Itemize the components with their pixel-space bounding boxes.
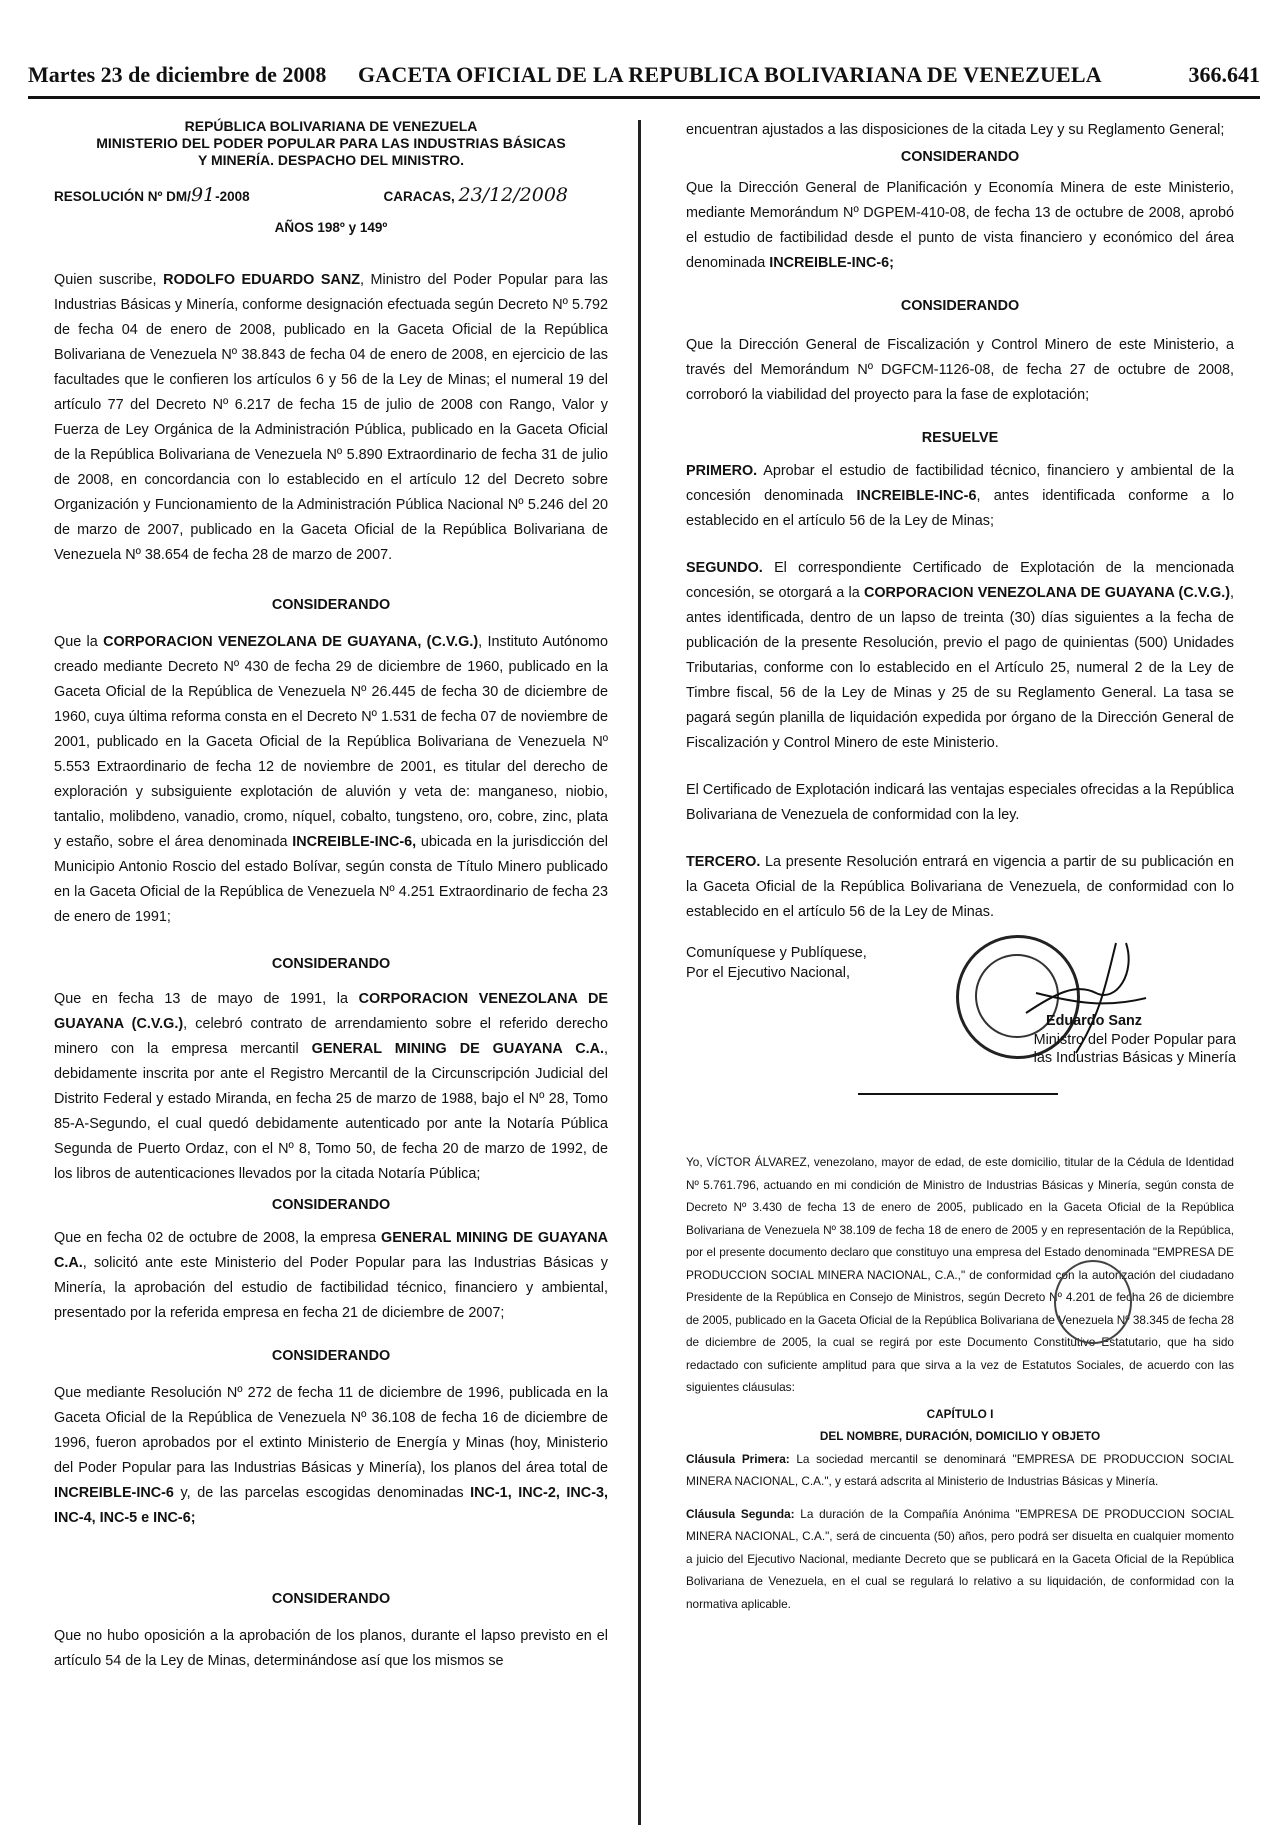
paragraph-declaration: Yo, VÍCTOR ÁLVAREZ, venezolano, mayor de edad, de este domicilio, titular de la Cédula de Identidad Nº 5.761.796, actuando en mi condición de Ministro de Industrias Básicas y Minería, según consta de Decreto Nº 3.430 de fecha 13 de enero de 2005, publicado en la Gaceta Oficial de la República Bolivariana de Venezuela Nº 38.109 de fecha 18 de enero de 2005 y en representación de la República, por el presente documento declaro que constituyo una empresa del Estado denominada "EMPRESA DE PRODUCCION SOCIAL MINERA NACIONAL, C.A.," de conformidad con la autorización del ciudadano Presidente de la República en Consejo de Ministros, según Decreto Nº 4.201 de fecha 26 de diciembre de 2005, publicado en la Gaceta Oficial de la República Bolivariana de Venezuela Nº 38.345 de fecha 28 de diciembre de 2005, la cual se regirá por este Documento Constitutivo Estatutario, que ha sido redactado con suficiente amplitud para que sirva a la vez de Estatutos Sociales, de acuerdo con las siguientes cláusulas: xyxy=(686,1155,1234,1394)
ministry-heading xyxy=(54,118,608,169)
heading-line-1: REPÚBLICA BOLIVARIANA DE VENEZUELA xyxy=(184,118,478,134)
paragraph-intro: Quien suscribe, RODOLFO EDUARDO SANZ, Ministro del Poder Popular para las Industrias Básicas y Minería, conforme designación efectuada según Decreto Nº 5.792 de fecha 04 de enero de 2008, publicado en la Gaceta Oficial de la República Bolivariana de Venezuela Nº 38.843 de fecha 04 de enero de 2008, en ejercicio de las facultades que le confieren los artículos 6 y 56 de la Ley de Minas; el numeral 19 del artículo 77 del Decreto Nº 6.217 de fecha 15 de julio de 2008 con Rango, Valor y Fuerza de Ley Orgánica de la Administración Pública, publicado en la Gaceta Oficial de la República Bolivariana de Venezuela Nº 5.890 Extraordinario de fecha 31 de julio de 2008, en concordancia con lo establecido en el artículo 12 del Decreto sobre Organización y Funcionamiento de la Administración Pública Nacional Nº 5.246 del 20 de marzo de 2007, publicado en la Gaceta Oficial de la República Bolivariana de Venezuela Nº 38.654 de fecha 28 de marzo de 2007. xyxy=(54,272,608,563)
paragraph-considerando-2: Que en fecha 13 de mayo de 1991, la CORPORACION VENEZOLANA DE GUAYANA (C.V.G.), celebró contrato de arrendamiento sobre el referido derecho minero con la empresa mercantil GENERAL MINING DE GUAYANA C.A., debidamente inscrita por ante el Registro Mercantil de la Circunscripción Judicial del Distrito Federal y estado Miranda, en fecha 25 de marzo de 1988, bajo el Nº 28, Tomo 85-A-Segundo, el cual quedó debidamente autenticado por ante la Notaría Pública Segunda de Puerto Ordaz, con el Nº 8, Tomo 50, de fecha 20 de marzo de 1992, de los libros de autenticaciones llevados por la citada Notaría Pública; xyxy=(54,991,609,1182)
considerando-heading: CONSIDERANDO xyxy=(271,1348,391,1364)
paragraph-considerando-3: Que en fecha 02 de octubre de 2008, la empresa GENERAL MINING DE GUAYANA C.A., solicitó ante este Ministerio del Poder Popular para las Industrias Básicas y Minería, la aprobación del estudio de factibilidad técnico, financiero y ambiental, presentado por la referida empresa en fecha 21 de diciembre de 2007; xyxy=(54,1230,608,1321)
secondary-seal-stamp xyxy=(1054,1260,1132,1344)
resolution-number: RESOLUCIÓN Nº DM/91-2008 xyxy=(54,184,250,206)
considerando-heading: CONSIDERANDO xyxy=(271,1197,391,1213)
signature-block xyxy=(686,943,1234,1093)
considerando-heading: CONSIDERANDO xyxy=(271,597,391,613)
paragraph-segundo: SEGUNDO. El correspondiente Certificado de Explotación de la mencionada concesión, se otorgará a la CORPORACION VENEZOLANA DE GUAYANA (C.V.G.), antes identificada, dentro de un lapso de treinta (30) días siguientes a la fecha de publicación de la presente Resolución, previo el pago de quinientas (500) Unidades Tributarias, conforme con lo establecido en el Artículo 25, numeral 2 de la Ley de Timbre fiscal, 56 de la Ley de Minas y 25 de su Reglamento General. La tasa se pagará según planilla de liquidación expedida por órgano de la Dirección General de Fiscalización y Control Minero de este Ministerio. xyxy=(686,560,1234,751)
clause-second: Cláusula Segunda: La duración de la Compañía Anónima "EMPRESA DE PRODUCCION SOCIAL MINERA NACIONAL, C.A.", será de cincuenta (50) años, pero podrá ser disuelta en cualquier momento a juicio del Ejecutivo Nacional, mediante Decreto que se publicará en la Gaceta Oficial de la República Bolivariana de Venezuela, en el cual se regulará lo relativo a su liquidación, de conformidad con la normativa aplicable. xyxy=(686,1506,1234,1611)
paragraph-considerando-6: Que la Dirección General de Planificación y Economía Minera de este Ministerio, mediante Memorándum Nº DGPEM-410-08, de fecha 13 de octubre de 2008, aprobó el estudio de factibilidad desde el punto de vista financiero y económico del área denominada INCREIBLE-INC-6; xyxy=(686,180,1234,271)
paragraph-considerando-1: Que la CORPORACION VENEZOLANA DE GUAYANA, (C.V.G.), Instituto Autónomo creado mediante Decreto Nº 430 de fecha 29 de diciembre de 1960, publicado en la Gaceta Oficial de la República de Venezuela Nº 26.445 de fecha 30 de diciembre de 1960, cuya última reforma consta en el Decreto Nº 1.531 de fecha 07 de noviembre de 2001, publicado en la Gaceta Oficial de la República Bolivariana de Venezuela Nº 5.553 Extraordinario de fecha 12 de noviembre de 2001, es titular del derecho de exploración y subsiguiente explotación de aluvión y veta de: manganeso, niobio, tantalio, molibdeno, vanadio, cromo, níquel, cobalto, tungsteno, oro, cobre, zinc, plata y estaño, sobre el área denominada INCREIBLE-INC-6, ubicada en la jurisdicción del Municipio Antonio Roscio del estado Bolívar, según consta de Título Minero publicado en la Gaceta Oficial de la República de Venezuela Nº 4.251 Extraordinario de fecha 23 de enero de 1991; xyxy=(54,634,608,925)
heading-line-2: MINISTERIO DEL PODER POPULAR PARA LAS INDUSTRIAS BÁSICAS xyxy=(96,135,566,151)
chapter-subheading: DEL NOMBRE, DURACIÓN, DOMICILIO Y OBJETO xyxy=(819,1429,1101,1443)
resuelve-heading: RESUELVE xyxy=(921,430,999,446)
years-line: AÑOS 198º y 149º xyxy=(274,220,388,235)
header-title: GACETA OFICIAL DE LA REPUBLICA BOLIVARIANA DE VENEZUELA xyxy=(358,62,1102,87)
closing-line-2: Por el Ejecutivo Nacional, xyxy=(686,965,850,981)
considerando-heading: CONSIDERANDO xyxy=(900,149,1020,165)
paragraph-considerando-7: Que la Dirección General de Fiscalización y Control Minero de este Ministerio, a través del Memorándum Nº DGFCM-1126-08, de fecha 27 de octubre de 2008, corroboró la viabilidad del proyecto para la fase de explotación; xyxy=(686,337,1234,403)
signer-role: Ministro del Poder Popular para las Industrias Básicas y Minería xyxy=(1033,1032,1236,1066)
page-header xyxy=(28,62,1260,96)
resolution-place-date: CARACAS, 23/12/2008 xyxy=(383,184,568,206)
resolution-line xyxy=(54,183,608,209)
considerando-heading: CONSIDERANDO xyxy=(271,956,391,972)
signature-rule xyxy=(858,1093,1058,1095)
header-date: Martes 23 de diciembre de 2008 xyxy=(28,62,327,87)
left-column xyxy=(54,118,608,1674)
paragraph-continued: encuentran ajustados a las disposiciones de la citada Ley y su Reglamento General; xyxy=(686,122,1225,138)
closing-line-1: Comuníquese y Publíquese, xyxy=(686,945,867,961)
paragraph-considerando-5: Que no hubo oposición a la aprobación de los planos, durante el lapso previsto en el artículo 54 de la Ley de Minas, determinándose así que los mismos se xyxy=(54,1628,608,1669)
clause-first: Cláusula Primera: La sociedad mercantil se denominará "EMPRESA DE PRODUCCION SOCIAL MINERA NACIONAL, C.A.", y estará adscrita al Ministerio de Industrias Básicas y Minería. xyxy=(686,1451,1234,1488)
paragraph-primero: PRIMERO. Aprobar el estudio de factibilidad técnico, financiero y ambiental de la concesión denominada INCREIBLE-INC-6, antes identificada conforme a lo establecido en el artículo 56 de la Ley de Minas; xyxy=(686,463,1234,529)
considerando-heading: CONSIDERANDO xyxy=(900,298,1020,314)
right-column xyxy=(686,118,1234,1615)
paragraph-certificado: El Certificado de Explotación indicará las ventajas especiales ofrecidas a la República Bolivariana de Venezuela de conformidad con la ley. xyxy=(686,782,1234,823)
heading-line-3: Y MINERÍA. DESPACHO DEL MINISTRO. xyxy=(197,152,465,168)
paragraph-considerando-4: Que mediante Resolución Nº 272 de fecha 11 de diciembre de 1996, publicada en la Gaceta Oficial de la República de Venezuela Nº 36.108 de fecha 16 de diciembre de 1996, fueron aprobados por el extinto Ministerio de Energía y Minas (hoy, Ministerio del Poder Popular para las Industrias Básicas y Minería), los planos del área total de INCREIBLE-INC-6 y, de las parcelas escogidas denominadas INC-1, INC-2, INC-3, INC-4, INC-5 e INC-6; xyxy=(54,1385,608,1526)
chapter-heading: CAPÍTULO I xyxy=(926,1406,994,1421)
signer-name: Eduardo Sanz xyxy=(1046,1013,1142,1029)
column-divider xyxy=(638,120,641,1825)
considerando-heading: CONSIDERANDO xyxy=(271,1591,391,1607)
constitutive-document xyxy=(686,1151,1234,1615)
header-page-number: 366.641 xyxy=(1188,62,1260,87)
paragraph-tercero: TERCERO. La presente Resolución entrará en vigencia a partir de su publicación en la Gaceta Oficial de la República Bolivariana de Venezuela, de conformidad con lo establecido en el artículo 56 de la Ley de Minas. xyxy=(686,854,1234,920)
header-rule xyxy=(28,96,1260,99)
